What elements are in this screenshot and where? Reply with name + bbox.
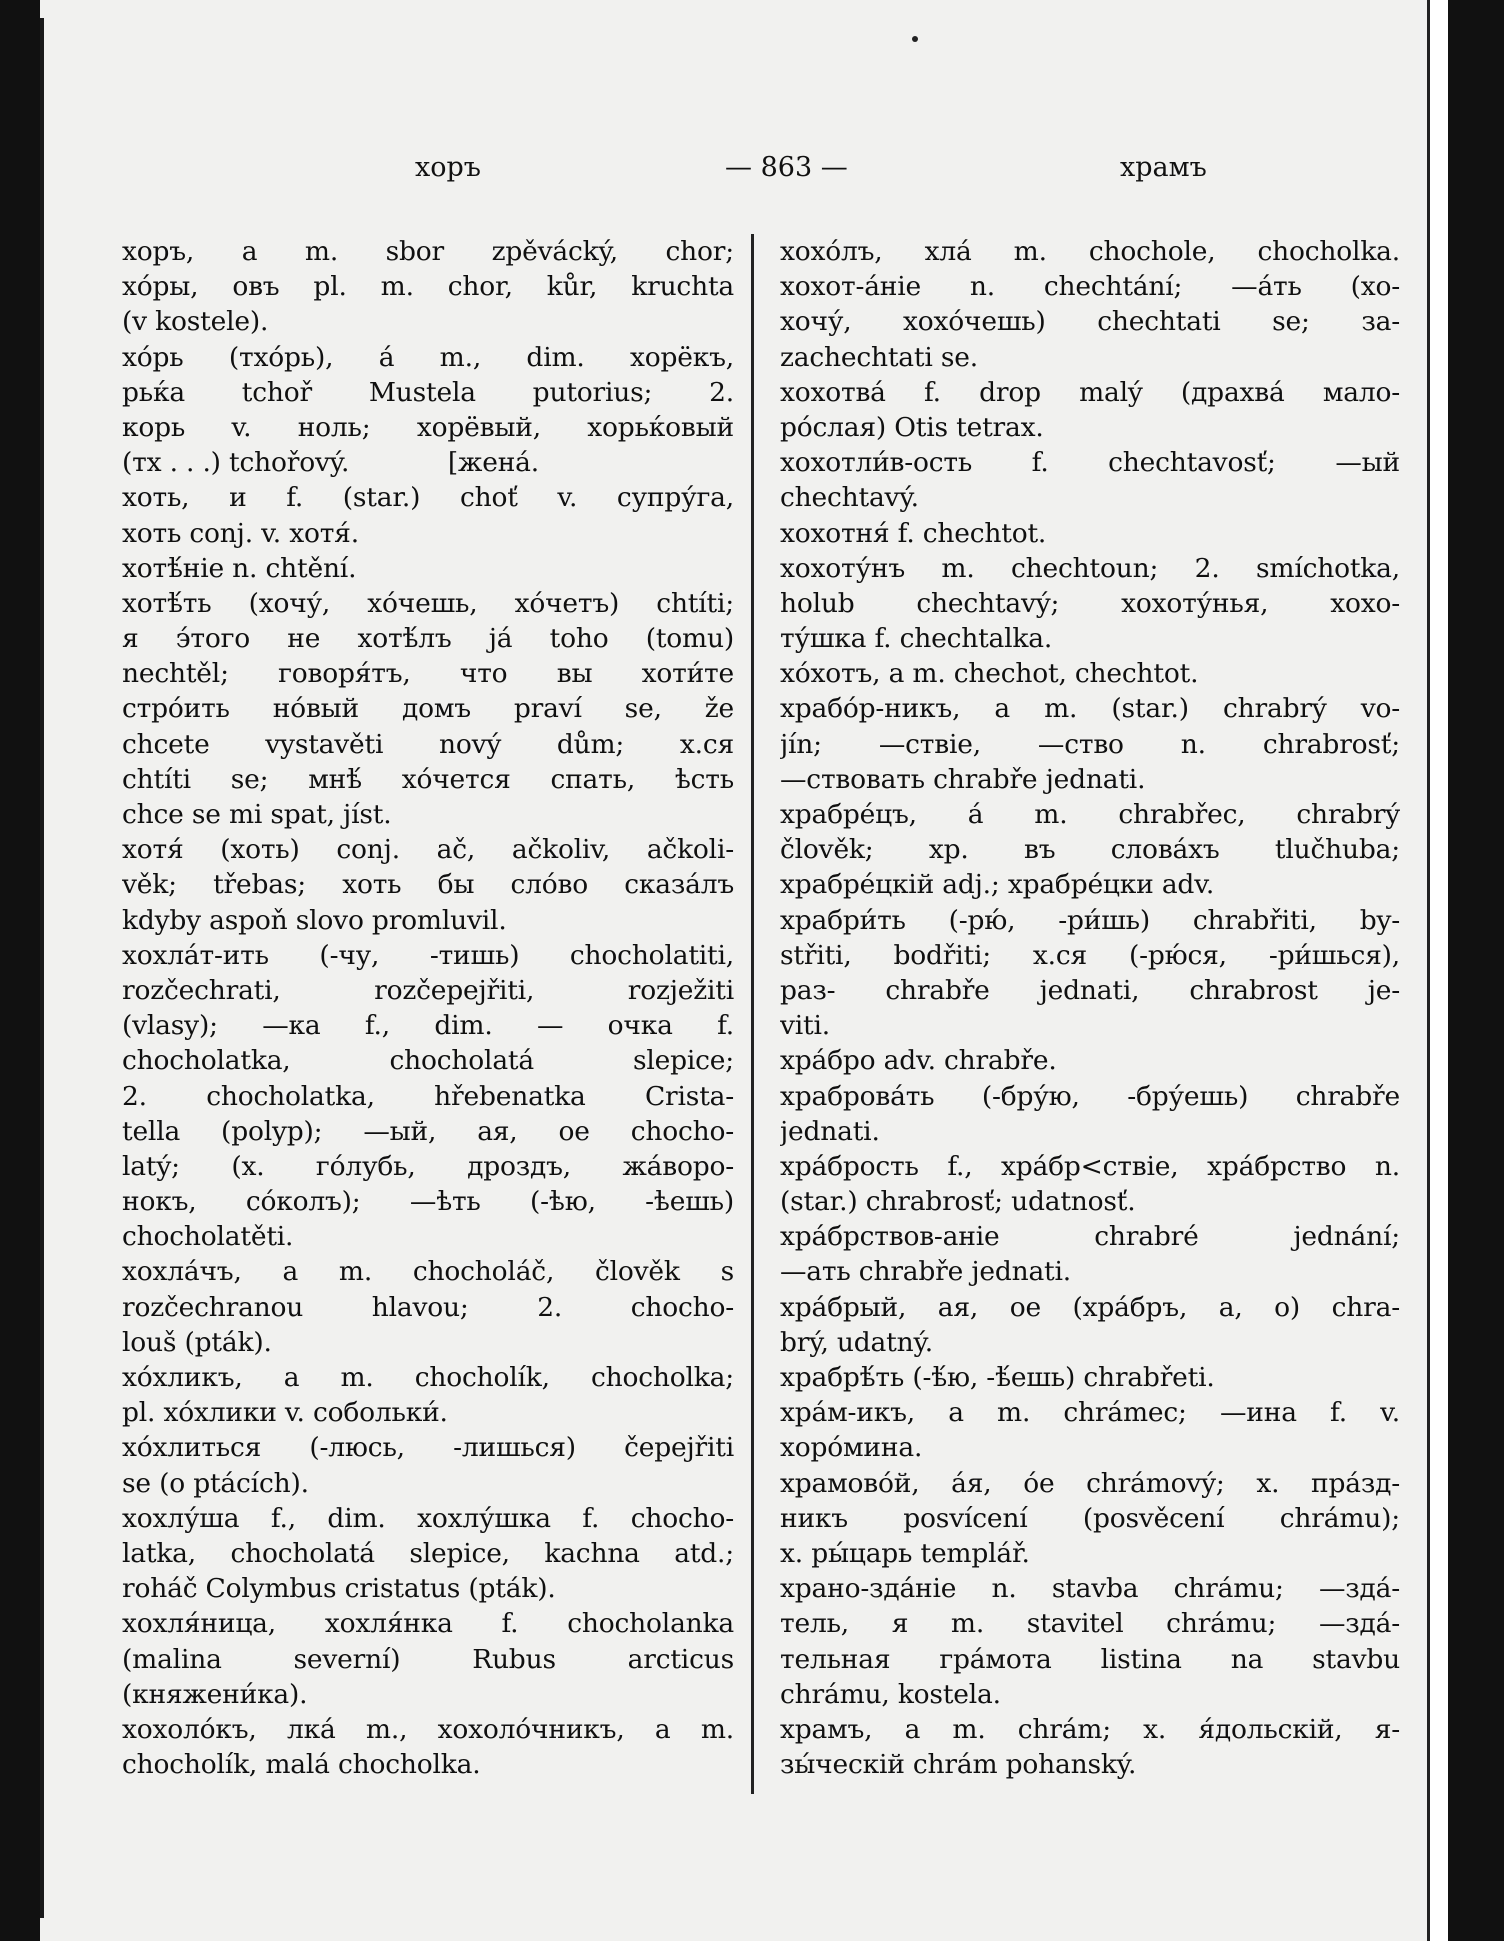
dictionary-line: х. ры́царь templář. [780, 1537, 1030, 1569]
dictionary-line: (княжени́ка). [122, 1678, 308, 1710]
dictionary-line: хра́бро adv. chrabře. [780, 1045, 1057, 1077]
dictionary-line: раз- chrabře jednati, chrabrost je- [780, 974, 1400, 1006]
dictionary-line: latý; (х. го́лубь, дроздъ, жа́воро- [122, 1150, 734, 1182]
dictionary-line: храбо́р-никъ, a m. (star.) chrabrý vo- [780, 693, 1400, 725]
dictionary-line: хохотли́в-ость f. chechtavosť; —ый [780, 447, 1400, 479]
column-divider [751, 234, 754, 1794]
dictionary-line: (тх . . .) tchořový. [жена́. [122, 447, 539, 479]
dictionary-line: nechtěl; говоря́тъ, что вы хоти́те [122, 658, 734, 690]
page-header [130, 152, 1360, 192]
page-number: — 863 — [725, 152, 848, 183]
dictionary-line: chocholatka, chocholatá slepice; [122, 1045, 734, 1077]
dictionary-line: хохот-а́ніе n. chechtání; —а́ть (хо- [780, 271, 1400, 303]
print-speck [912, 36, 918, 42]
dictionary-line: хóры, овъ pl. m. chor, kůr, kruchta [122, 271, 734, 303]
dictionary-line: зы́ческій chrám pohanský. [780, 1749, 1137, 1781]
dictionary-line: хоръ, a m. sbor zpěvácký, chor; [122, 236, 734, 267]
dictionary-line: хо́хотъ, a m. chechot, chechtot. [780, 658, 1199, 690]
dictionary-line: střiti, bodřiti; х.ся (-рю́ся, -ри́шься), [780, 939, 1400, 971]
dictionary-line: latka, chocholatá slepice, kachna atd.; [122, 1537, 734, 1569]
dictionary-line: brý, udatný. [780, 1326, 933, 1358]
dictionary-line: jín; —ствіе, —ство n. chrabrosť; [780, 728, 1400, 760]
dictionary-line: хохотва́ f. drop malý (драхва́ мало- [780, 376, 1400, 408]
dictionary-line: хра́брый, ая, ое (хра́бръ, а, о) chra- [780, 1291, 1400, 1323]
dictionary-line: стро́ить но́вый домъ praví se, že [122, 693, 734, 725]
dictionary-line: chechtavý. [780, 482, 919, 514]
dictionary-line: хóрь (тхóрь), á m., dim. хорёкъ, [122, 341, 734, 373]
dictionary-line: chce se mi spat, jíst. [122, 799, 392, 830]
dictionary-line: хотѣ́ніе n. chtění. [122, 552, 357, 584]
dictionary-line: никъ posvícení (posvěcení chrámu); [780, 1502, 1400, 1534]
dictionary-line: хохла́т-ить (-чу, -тишь) chocholatiti, [122, 939, 734, 971]
dictionary-line: kdyby aspoň slovo promluvil. [122, 904, 507, 936]
dictionary-line: хоть, и f. (star.) choť v. супру́га, [122, 482, 734, 514]
dictionary-line: хоть conj. v. хотя́. [122, 517, 359, 549]
dictionary-line: хра́брствов-аніе chrabré jednání; [780, 1221, 1400, 1253]
dictionary-line: хохлу́ша f., dim. хохлу́шка f. chocho- [122, 1502, 734, 1534]
dictionary-line: храброва́ть (-бру́ю, -бру́ешь) chrabře [780, 1080, 1400, 1112]
dictionary-line: (star.) chrabrosť; udatnosť. [780, 1186, 1136, 1218]
dictionary-line: хо́хликъ, a m. chocholík, chocholka; [122, 1362, 734, 1393]
dictionary-line: (malina severní) Rubus arcticus [122, 1643, 734, 1675]
dictionary-line: rozčechranou hlavou; 2. chocho- [122, 1291, 734, 1323]
dictionary-line: —ствовать chrabře jednati. [780, 763, 1146, 795]
dictionary-line: храмово́й, а́я, о́е chrámový; х. пра́зд- [780, 1467, 1400, 1499]
dictionary-line: (vlasy); —ка f., dim. — очка f. [122, 1010, 734, 1042]
header-left-guideword: хоръ [415, 152, 481, 183]
dictionary-line: храно-зда́ніе n. stavba chrámu; —зда́- [780, 1573, 1400, 1605]
dictionary-line: jednati. [780, 1115, 880, 1147]
dictionary-line: viti. [780, 1010, 830, 1042]
page-right-border [1427, 0, 1448, 1941]
dictionary-line: pl. хо́хлики v. собольки́. [122, 1397, 448, 1429]
dictionary-line: holub chechtavý; хохоту́нья, хохо- [780, 587, 1400, 619]
dictionary-line: корь v. ноль; хорёвый, хорьќовый [122, 411, 734, 443]
header-right-guideword: храмъ [1120, 152, 1207, 183]
dictionary-line: chcete vystavěti nový dům; х.ся [122, 728, 734, 760]
dictionary-line: хохоту́нъ m. chechtoun; 2. smíchotka, [780, 552, 1400, 584]
dictionary-line: хохла́чъ, a m. chocholáč, člověk s [122, 1256, 734, 1288]
dictionary-line: храбрѣ́ть (-ѣ́ю, -ѣ́ешь) chrabřeti. [780, 1362, 1215, 1393]
dictionary-line: ро́слая) Otis tetrax. [780, 411, 1044, 443]
dictionary-line: tella (polyp); —ый, ая, ое chocho- [122, 1115, 734, 1147]
dictionary-line: рьќа tchoř Mustela putorius; 2. [122, 376, 734, 408]
dictionary-line: člověk; хр. въ слова́хъ tlučhuba; [780, 834, 1400, 866]
left-column [122, 234, 734, 1782]
dictionary-line: —ать chrabře jednati. [780, 1256, 1072, 1288]
dictionary-line: я э́того не хотѣ́лъ já toho (tomu) [122, 623, 734, 655]
dictionary-line: se (o ptácích). [122, 1467, 309, 1499]
dictionary-line: хотя́ (хоть) conj. ač, ačkoliv, ačkoli- [122, 834, 734, 866]
dictionary-page [40, 0, 1448, 1941]
dictionary-line: хра́м-икъ, a m. chrámec; —ина f. v. [780, 1397, 1400, 1429]
dictionary-line: хочу́, хохо́чешь) chechtati se; за- [780, 306, 1400, 338]
dictionary-line: храбре́цкій adj.; храбре́цки adv. [780, 869, 1215, 901]
dictionary-line: хохо́лъ, хла́ m. chochole, chocholka. [780, 236, 1400, 267]
dictionary-line: храмъ, a m. chrám; х. я́дольскій, я- [780, 1713, 1400, 1745]
dictionary-line: тель, я m. stavitel chrámu; —зда́- [780, 1608, 1400, 1640]
dictionary-line: хоро́мина. [780, 1432, 923, 1464]
dictionary-line: louš (pták). [122, 1326, 272, 1358]
dictionary-line: нокъ, со́колъ); —ѣть (-ѣю, -ѣешь) [122, 1186, 734, 1218]
dictionary-line: хра́брость f., хра́бр<ствіе, хра́брство n. [780, 1150, 1400, 1182]
dictionary-line: 2. chocholatka, hřebenatka Crista- [122, 1080, 734, 1112]
dictionary-line: хо́хлиться (-люсь, -лишься) čepejřiti [122, 1432, 734, 1464]
dictionary-line: chtíti se; мнѣ́ хо́чется спать, ѣсть [122, 763, 734, 795]
dictionary-line: хохля́ница, хохля́нка f. chocholanka [122, 1608, 734, 1640]
dictionary-line: хотѣ́ть (хочу́, хо́чешь, хо́четъ) chtíti; [122, 587, 734, 619]
dictionary-line: храбри́ть (-рю́, -ри́шь) chrabřiti, by- [780, 904, 1400, 936]
dictionary-line: chocholík, malá chocholka. [122, 1749, 481, 1781]
dictionary-line: ту́шка f. chechtalka. [780, 623, 1053, 655]
dictionary-line: chocholatěti. [122, 1221, 294, 1253]
dictionary-line: zachechtati se. [780, 341, 978, 373]
dictionary-line: храбре́цъ, á m. chrabřec, chrabrý [780, 799, 1400, 830]
dictionary-line: věk; třebas; хоть бы сло́во сказа́лъ [122, 869, 734, 901]
dictionary-line: хохотня́ f. chechtot. [780, 517, 1047, 549]
dictionary-line: тельная гра́мота listina na stavbu [780, 1643, 1400, 1675]
dictionary-line: chrámu, kostela. [780, 1678, 1001, 1710]
dictionary-line: roháč Colymbus cristatus (pták). [122, 1573, 556, 1605]
right-column [780, 234, 1400, 1782]
dictionary-line: хохоло́къ, лка́ m., хохоло́чникъ, a m. [122, 1713, 734, 1745]
dictionary-line: (v kostele). [122, 306, 269, 338]
page-edge-line [40, 18, 44, 1918]
dictionary-line: rozčechrati, rozčepejřiti, rozježiti [122, 974, 734, 1006]
